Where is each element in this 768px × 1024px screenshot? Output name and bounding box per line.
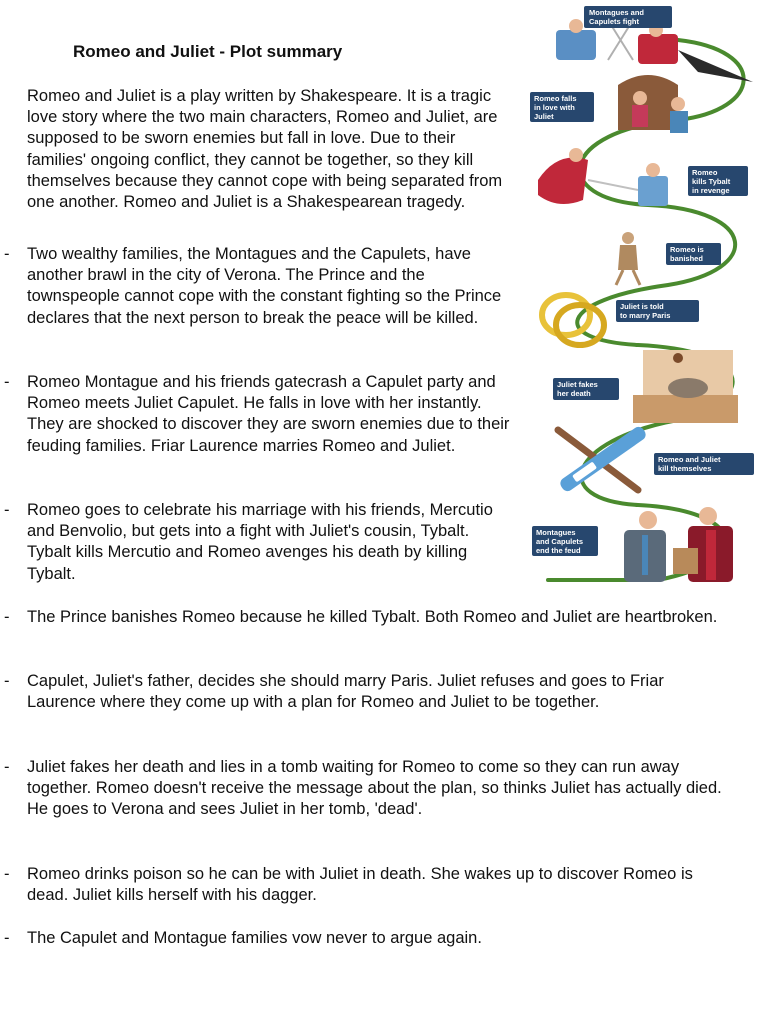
- timeline-label-line: end the feud: [536, 546, 581, 555]
- bullet-marker: -: [4, 865, 10, 883]
- scene-balcony-illustration: [618, 75, 688, 133]
- timeline-label: [616, 300, 699, 322]
- timeline-label-line: Romeo is: [670, 245, 704, 254]
- bullet-marker: -: [4, 672, 10, 690]
- timeline-label-line: Juliet is told: [620, 302, 664, 311]
- timeline-label-line: Montagues: [536, 528, 576, 537]
- timeline-label-line: and Capulets: [536, 537, 584, 546]
- list-item-text: Capulet, Juliet's father, decides she should marry Paris. Juliet refuses and goes to Friar Laurence where they come up with a plan for Romeo and Juliet to be together.: [27, 672, 664, 712]
- list-item-text: Juliet fakes her death and lies in a tomb waiting for Romeo to come so they can run away together. Romeo doesn't receive the message about the plan, so thinks Juliet has actually died. He goes to Verona and sees Juliet in her tomb, 'dead'.: [27, 758, 722, 819]
- list-item-text: Two wealthy families, the Montagues and the Capulets, have another brawl in the city of Verona. The Prince and the townspeople cannot cope with the constant fighting so the Prince declares that the next person to break the peace will be killed.: [27, 245, 502, 327]
- scene-tomb-illustration: [633, 350, 738, 423]
- timeline-label-line: Montagues and: [589, 8, 645, 17]
- scene-handshake-illustration: [624, 507, 733, 582]
- timeline-label: [584, 6, 672, 28]
- timeline-label: [553, 378, 619, 400]
- bullet-marker: -: [4, 501, 10, 519]
- list-item-text: Romeo drinks poison so he can be with Juliet in death. She wakes up to discover Romeo is dead. Juliet kills herself with his dagger.: [27, 865, 693, 905]
- timeline-label-line: Romeo falls: [534, 94, 577, 103]
- timeline-label: [532, 526, 598, 556]
- intro-paragraph: Romeo and Juliet is a play written by Shakespeare. It is a tragic love story where the two main characters, Romeo and Juliet, are supposed to be sworn enemies but fall in love. Due to their families' ongoing conflict, they cannot be together, so they kill themselves because they cannot cope with being separated from one another. Romeo and Juliet is a Shakespearean tragedy.: [27, 87, 503, 212]
- list-item-text: Romeo Montague and his friends gatecrash a Capulet party and Romeo meets Juliet Capulet. He falls in love with her instantly. They are shocked to discover they are sworn enemies due to their feuding families. Friar Laurence marries Romeo and Juliet.: [27, 373, 510, 455]
- page-title: Romeo and Juliet - Plot summary: [73, 42, 343, 61]
- timeline-label-line: Capulets fight: [589, 17, 639, 26]
- timeline-label-line: her death: [557, 389, 591, 398]
- timeline-label: [666, 243, 721, 265]
- timeline-label: [530, 92, 594, 122]
- timeline-label-line: kills Tybalt: [692, 177, 731, 186]
- bullet-marker: -: [4, 373, 10, 391]
- bullet-marker: -: [4, 608, 10, 626]
- timeline-label-line: Juliet: [534, 112, 554, 121]
- timeline-label-line: kill themselves: [658, 464, 712, 473]
- timeline-label-line: Romeo and Juliet: [658, 455, 721, 464]
- list-item-text: The Prince banishes Romeo because he killed Tybalt. Both Romeo and Juliet are heartbroken.: [27, 608, 718, 626]
- scene-banished-illustration: [616, 232, 640, 285]
- bullet-marker: -: [4, 929, 10, 947]
- timeline-label-line: in love with: [534, 103, 575, 112]
- timeline-label-line: banished: [670, 254, 703, 263]
- timeline-label-line: in revenge: [692, 186, 730, 195]
- list-item-text: The Capulet and Montague families vow never to argue again.: [27, 929, 482, 947]
- bullet-marker: -: [4, 758, 10, 776]
- timeline-label: [688, 166, 748, 196]
- timeline-label-line: to marry Paris: [620, 311, 671, 320]
- timeline-label-line: Juliet fakes: [557, 380, 598, 389]
- bullet-marker: -: [4, 245, 10, 263]
- list-item-text: Romeo goes to celebrate his marriage with his friends, Mercutio and Benvolio, but gets into a fight with Juliet's cousin, Tybalt. Tybalt kills Mercutio and Romeo avenges his death by killing Tybalt.: [27, 501, 493, 583]
- story-timeline-illustration: [528, 0, 768, 592]
- timeline-label-line: Romeo: [692, 168, 718, 177]
- timeline-label: [654, 453, 754, 475]
- scene-dagger-poison-illustration: [558, 425, 648, 494]
